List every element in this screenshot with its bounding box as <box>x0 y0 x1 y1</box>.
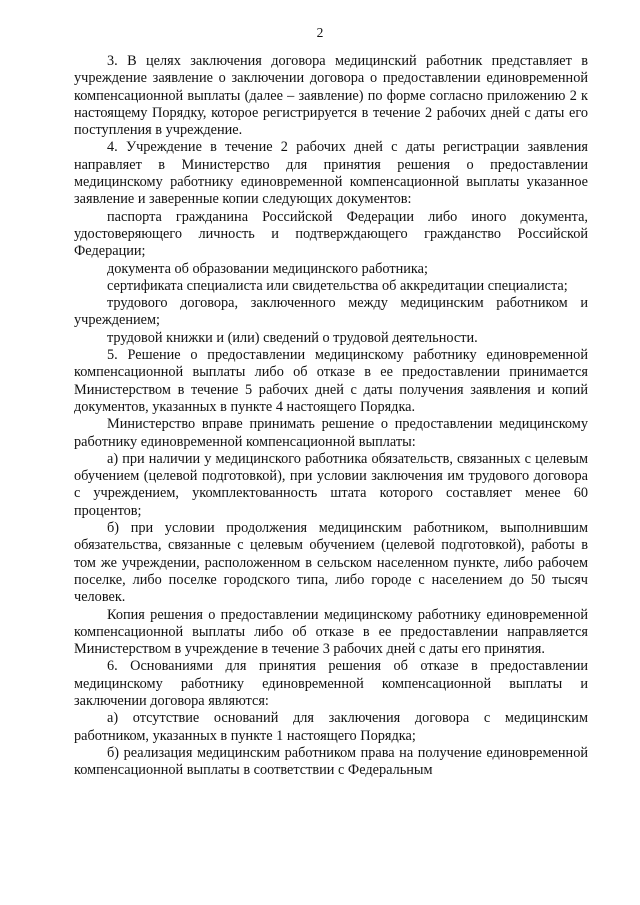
document-body <box>74 53 588 779</box>
page-number: 2 <box>316 25 324 40</box>
document-list-item-certificate: сертификата специалиста или свидетельства об аккредитации специалиста; <box>107 277 568 294</box>
paragraph-5-decision-copy: Копия решения о предоставлении медицинскому работнику единовременной компенсационной выплаты либо об отказе в ее предоставлении направляется Министерством в учреждение в течение 3 рабочих дней с даты его принятия. <box>74 606 588 658</box>
paragraph-5-condition-a: а) при наличии у медицинского работника обязательств, связанных с целевым обучением (целевой подготовкой), при условии заключения им трудового договора с учреждением, укомплектованность штата которого составляет менее 60 процентов; <box>74 450 588 519</box>
paragraph-5-condition-b: б) при условии продолжения медицинским работником, выполнившим обязательства, связанные с целевым обучением (целевой подготовкой), работы в том же учреждении, расположенном в сельском населенном пункте, либо рабочем поселке, либо поселке городского типа, либо городе с населением до 50 тысяч человек. <box>74 520 588 606</box>
paragraph-6-reason-b: б) реализация медицинским работником права на получение единовременной компенсационной выплаты в соответствии с Федеральным <box>74 744 588 779</box>
paragraph-6-reason-a: а) отсутствие оснований для заключения договора с медицинским работником, указанных в пункте 1 настоящего Порядка; <box>74 710 588 744</box>
document-list-item-passport: паспорта гражданина Российской Федерации либо иного документа, удостоверяющего личность и подтверждающего гражданство Российской Федерации; <box>74 208 588 260</box>
document-list-item-employment-contract: трудового договора, заключенного между медицинским работником и учреждением; <box>74 295 588 329</box>
paragraph-3: 3. В целях заключения договора медицинский работник представляет в учреждение заявление о заключении договора о предоставлении единовременной компенсационной выплаты (далее – заявление) по форме согласно приложению 2 к настоящему Порядку, которое регистрируется в течение 2 рабочих дней с даты его поступления в учреждение. <box>74 53 588 139</box>
paragraph-5-ministry-right: Министерство вправе принимать решение о предоставлении медицинскому работнику единовременной компенсационной выплаты: <box>74 416 588 450</box>
paragraph-6: 6. Основаниями для принятия решения об отказе в предоставлении медицинскому работнику единовременной компенсационной выплаты и заключении договора являются: <box>74 658 588 709</box>
document-list-item-education: документа об образовании медицинского работника; <box>107 260 428 277</box>
paragraph-4: 4. Учреждение в течение 2 рабочих дней с даты регистрации заявления направляет в Министерство для принятия решения о предоставлении медицинскому работнику единовременной компенсационной выплаты указанное заявление и заверенные копии следующих документов: <box>74 139 588 208</box>
paragraph-5: 5. Решение о предоставлении медицинскому работнику единовременной компенсационной выплаты либо об отказе в ее предоставлении принимается Министерством в течение 5 рабочих дней с даты получения заявления и копий документов, указанных в пункте 4 настоящего Порядка. <box>74 347 588 415</box>
document-list-item-work-record: трудовой книжки и (или) сведений о трудовой деятельности. <box>107 329 478 346</box>
